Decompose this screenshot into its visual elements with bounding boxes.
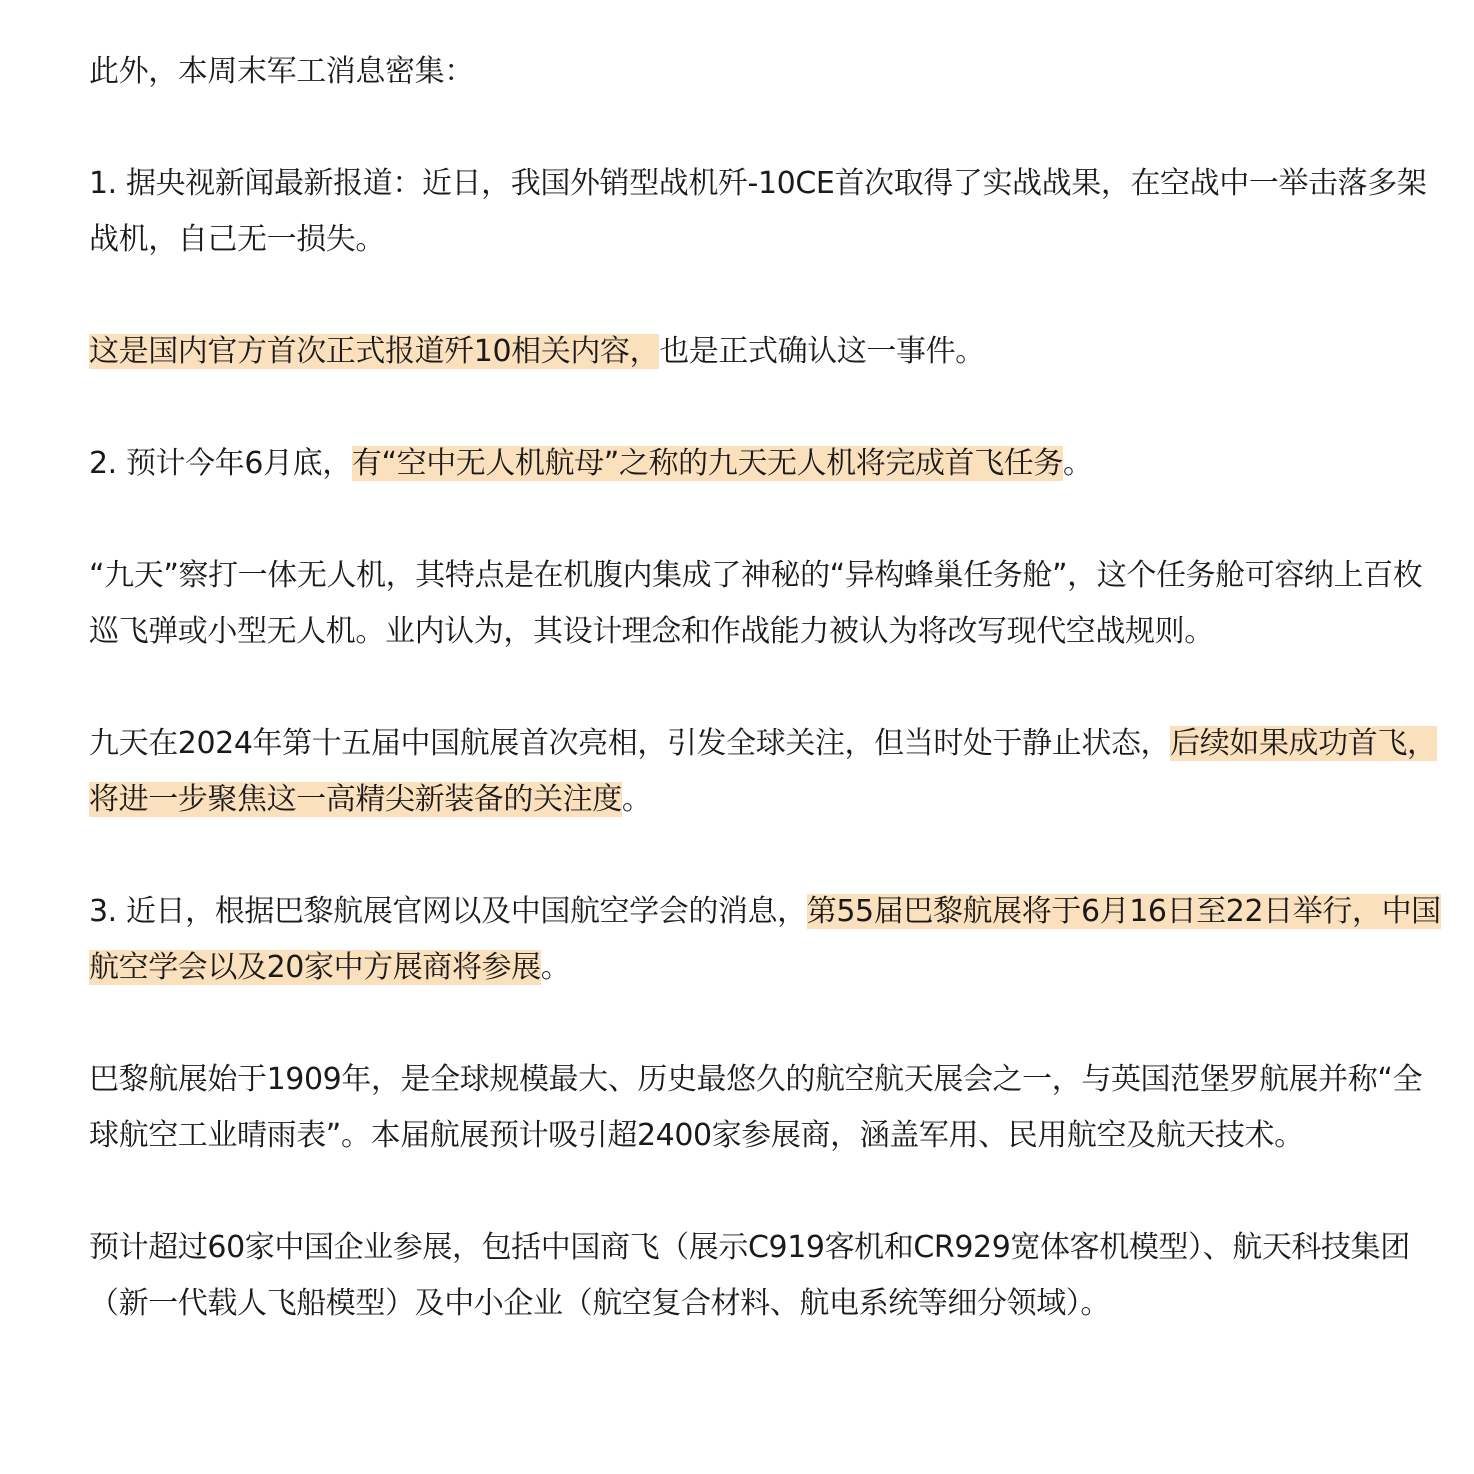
item3-history-paragraph: 巴黎航展始于1909年，是全球规模最大、历史最悠久的航空航天展会之一，与英国范堡罗航展并称“全球航空工业晴雨表”。本届航展预计吸引超2400家参展商，涵盖军用、民用航空及航天技术。 [89, 1062, 1423, 1153]
item1-note-paragraph [89, 324, 1444, 380]
item3-paragraph [89, 884, 1444, 996]
plain-text: 。 [540, 950, 571, 985]
item2-detail-paragraph: “九天”察打一体无人机，其特点是在机腹内集成了神秘的“异构蜂巢任务舱”，这个任务舱可容纳上百枚巡飞弹或小型无人机。业内认为，其设计理念和作战能力被认为将改写现代空战规则。 [89, 558, 1423, 649]
plain-text: 2. 预计今年6月底， [89, 446, 352, 481]
intro-paragraph: 此外，本周末军工消息密集： [89, 54, 474, 89]
plain-text: 3. 近日，根据巴黎航展官网以及中国航空学会的消息， [89, 894, 807, 929]
item2-paragraph [89, 436, 1444, 492]
item1-paragraph: 1. 据央视新闻最新报道：近日，我国外销型战机歼-10CE首次取得了实战战果，在空战中一举击落多架战机，自己无一损失。 [89, 166, 1427, 257]
article-body [89, 44, 1444, 1332]
highlighted-text: 第55届巴黎航展将于6月16日至22日举行，中国航空学会以及20家中方展商将参展 [89, 894, 1441, 985]
item3-exhibitors-paragraph: 预计超过60家中国企业参展，包括中国商飞（展示C919客机和CR929宽体客机模型）、航天科技集团（新一代载人飞船模型）及中小企业（航空复合材料、航电系统等细分领域）。 [89, 1230, 1410, 1321]
highlighted-text: 有“空中无人机航母”之称的九天无人机将完成首飞任务 [351, 446, 1063, 481]
plain-text: 。 [1062, 446, 1093, 481]
plain-text: 。 [621, 782, 652, 817]
plain-text: 九天在2024年第十五届中国航展首次亮相，引发全球关注，但当时处于静止状态， [89, 726, 1171, 761]
highlighted-text: 后续如果成功首飞，将进一步聚焦这一高精尖新装备的关注度 [89, 726, 1437, 817]
plain-text: 也是正式确认这一事件。 [659, 334, 985, 369]
highlighted-text: 这是国内官方首次正式报道歼10相关内容， [89, 334, 660, 369]
item2-debut-paragraph [89, 716, 1444, 828]
